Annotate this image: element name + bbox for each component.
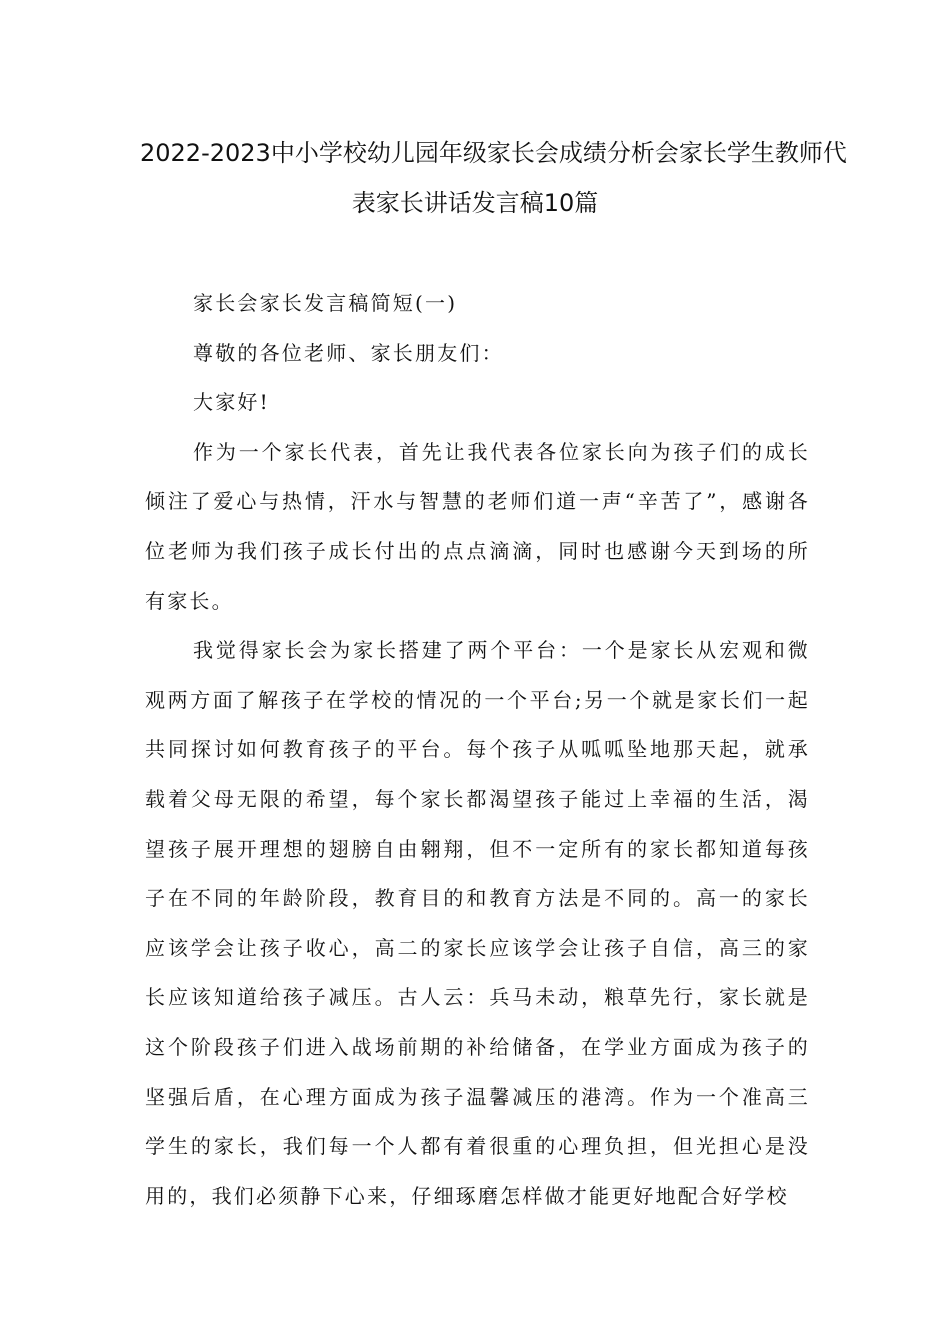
title-line-1: 2022-2023中小学校幼儿园年级家长会成绩分析会家长学生教师代 (140, 139, 847, 167)
document-title (140, 128, 847, 228)
salutation: 尊敬的各位老师、家长朋友们： (193, 340, 504, 365)
greeting: 大家好! (193, 390, 270, 415)
paragraph-1: 作为一个家长代表，首先让我代表各位家长向为孩子们的成长倾注了爱心与热情，汗水与智慧的老师们道一声“辛苦了”，感谢各位老师为我们孩子成长付出的点点滴滴，同时也感谢今天到场的所有家长。 (145, 439, 810, 613)
section-heading: 家长会家长发言稿简短(一) (193, 291, 458, 315)
title-line-2: 表家长讲话发言稿10篇 (351, 189, 599, 217)
paragraph-2: 我觉得家长会为家长搭建了两个平台：一个是家长从宏观和微观两方面了解孩子在学校的情况的一个平台;另一个就是家长们一起共同探讨如何教育孩子的平台。每个孩子从呱呱坠地那天起，就承载着父母无限的希望，每个家长都渴望孩子能过上幸福的生活，渴望孩子展开理想的翅膀自由翱翔，但不一定所有的家长都知道每孩子在不同的年龄阶段，教育目的和教育方法是不同的。高一的家长应该学会让孩子收心，高二的家长应该学会让孩子自信，高三的家长应该知道给孩子减压。古人云：兵马未动，粮草先行，家长就是这个阶段孩子们进入战场前期的补给储备，在学业方面成为孩子的坚强后盾，在心理方面成为孩子温馨减压的港湾。作为一个准高三学生的家长，我们每一个人都有着很重的心理负担，但光担心是没用的，我们必须静下心来，仔细琢磨怎样做才能更好地配合好学校 (145, 638, 810, 1208)
document-body (145, 279, 810, 1221)
